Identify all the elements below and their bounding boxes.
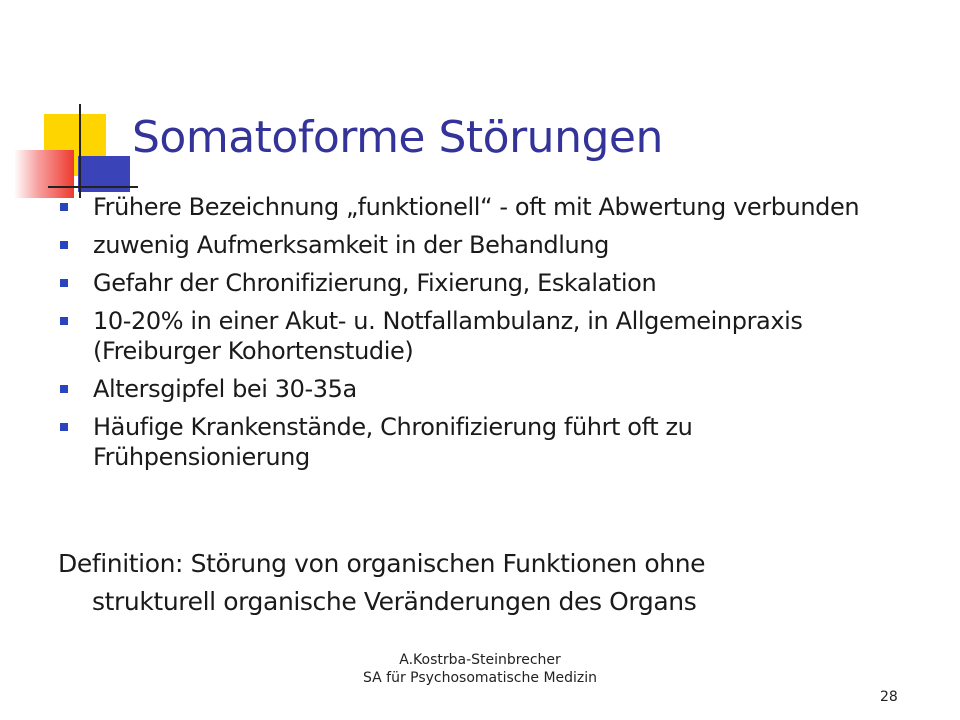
footer-course: SA für Psychosomatische Medizin	[362, 670, 598, 686]
bullet-text: Altersgipfel bei 30-35a	[93, 375, 357, 403]
vertical-line-shape	[79, 104, 81, 198]
square-bullet-icon	[60, 279, 68, 287]
definition-line-1: Definition: Störung von organischen Funktionen ohne	[58, 549, 706, 578]
bullet-item	[58, 268, 898, 298]
bullet-text: 10-20% in einer Akut- u. Notfallambulanz, in Allgemeinpraxis (Freiburger Kohortenstudie)	[93, 307, 803, 365]
bullet-item	[58, 306, 898, 366]
bullet-text: Frühere Bezeichnung „funktionell“ - oft mit Abwertung verbunden	[93, 193, 860, 221]
colored-squares-logo-icon	[0, 0, 140, 200]
bullet-item	[58, 412, 898, 472]
bullet-item	[58, 230, 898, 260]
bullet-text: zuwenig Aufmerksamkeit in der Behandlung	[93, 231, 609, 259]
page-number: 28	[880, 689, 898, 705]
square-bullet-icon	[60, 241, 68, 249]
square-bullet-icon	[60, 423, 68, 431]
horizontal-line-shape	[48, 186, 138, 188]
square-bullet-icon	[60, 203, 68, 211]
square-bullet-icon	[60, 385, 68, 393]
definition-line-2: strukturell organische Veränderungen des Organs	[92, 587, 697, 616]
red-gradient-square-shape	[14, 150, 74, 198]
square-bullet-icon	[60, 317, 68, 325]
bullet-list	[58, 192, 898, 480]
bullet-text: Häufige Krankenstände, Chronifizierung führt oft zu Frühpensionierung	[93, 413, 693, 471]
definition-paragraph	[58, 545, 898, 621]
bullet-item	[58, 374, 898, 404]
footer-author: A.Kostrba-Steinbrecher	[399, 652, 561, 668]
slide-title: Somatoforme Störungen	[132, 112, 663, 163]
bullet-item	[58, 192, 898, 222]
slide-footer	[0, 651, 960, 687]
bullet-text: Gefahr der Chronifizierung, Fixierung, Eskalation	[93, 269, 657, 297]
